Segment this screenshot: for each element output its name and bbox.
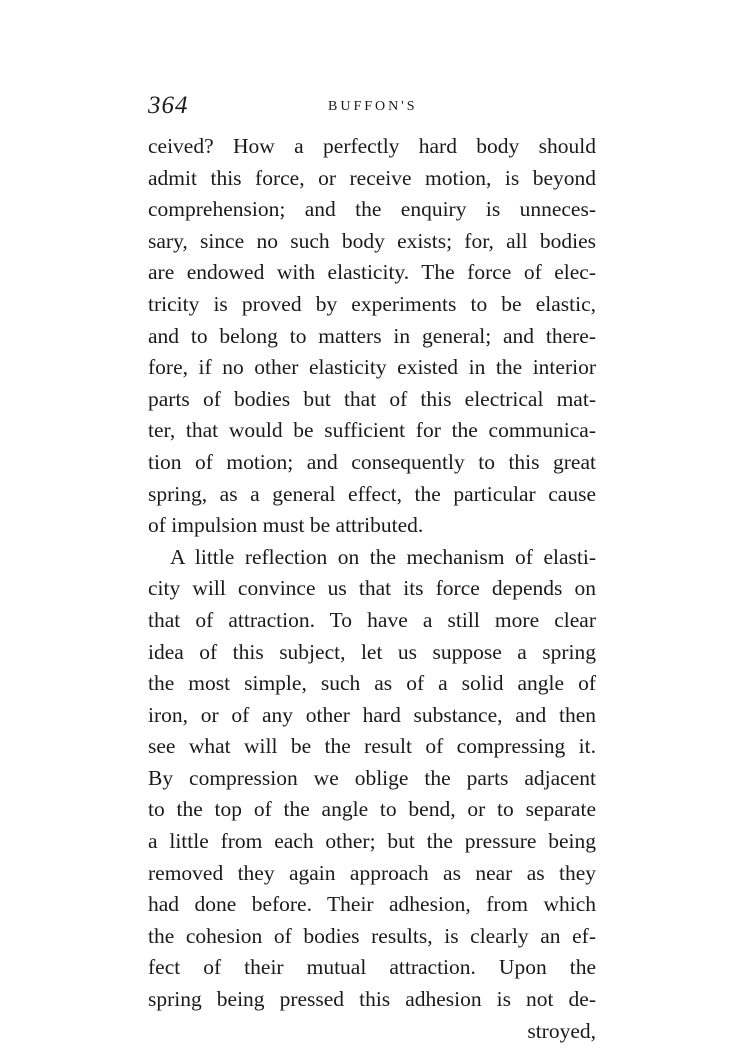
text-line: and to belong to matters in general; and there- [148, 323, 596, 348]
text-line: removed they again approach as near as they [148, 860, 596, 885]
text-line: spring being pressed this adhesion is not de- [148, 987, 596, 1012]
text-line: tricity is proved by experiments to be elastic, [148, 291, 596, 316]
running-head: BUFFON'S [328, 99, 418, 114]
text-line: the most simple, such as of a solid angle of [148, 671, 596, 696]
text-line: spring, as a general effect, the particular cause [148, 481, 596, 506]
paragraph-start-line: A little reflection on the mechanism of elasti- [170, 544, 596, 569]
text-line: see what will be the result of compressing it. [148, 734, 596, 759]
text-line: admit this force, or receive motion, is beyond [148, 165, 596, 190]
text-line: had done before. Their adhesion, from which [148, 892, 596, 917]
text-line: By compression we oblige the parts adjacent [148, 765, 596, 790]
text-line: parts of bodies but that of this electrical mat- [148, 386, 596, 411]
text-line: iron, or of any other hard substance, and then [148, 702, 596, 727]
text-line: comprehension; and the enquiry is unneces- [148, 197, 596, 222]
catchword: stroyed, [527, 1018, 596, 1043]
text-line: of impulsion must be attributed. [148, 513, 424, 538]
page-header [148, 92, 598, 122]
text-line: tion of motion; and consequently to this great [148, 449, 596, 474]
text-line: fect of their mutual attraction. Upon the [148, 955, 596, 980]
text-line: the cohesion of bodies results, is clearly an ef- [148, 923, 596, 948]
text-line: a little from each other; but the pressure being [148, 829, 596, 854]
text-line: city will convince us that its force depends on [148, 576, 596, 601]
body-text [148, 131, 596, 1047]
text-line: sary, since no such body exists; for, all bodies [148, 228, 596, 253]
page-number: 364 [148, 92, 189, 119]
text-line: ter, that would be sufficient for the communica- [148, 418, 596, 443]
text-line: are endowed with elasticity. The force of elec- [148, 260, 596, 285]
text-line: ceived? How a perfectly hard body should [148, 134, 596, 158]
text-line: fore, if no other elasticity existed in the interior [148, 355, 596, 380]
text-line: idea of this subject, let us suppose a spring [148, 639, 596, 664]
text-line: that of attraction. To have a still more clear [148, 607, 596, 632]
text-line: to the top of the angle to bend, or to separate [148, 797, 596, 822]
